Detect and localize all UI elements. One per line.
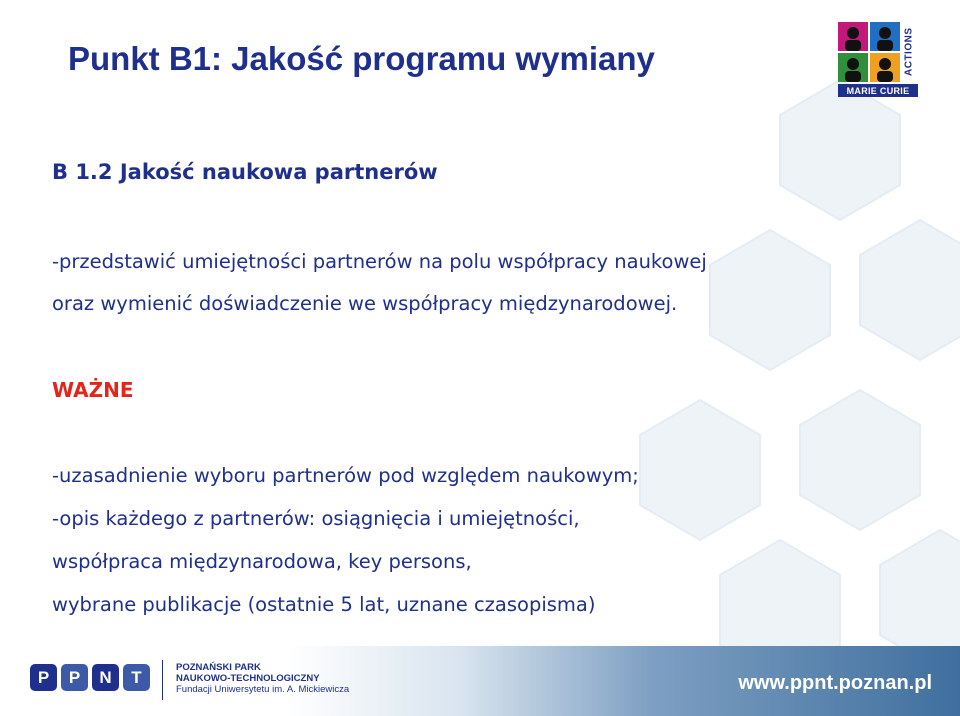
logo-portrait-grid bbox=[838, 22, 900, 82]
logo-actions-text: ACTIONS bbox=[900, 22, 918, 82]
org-name-line: POZNAŃSKI PARK bbox=[176, 662, 261, 673]
logo-name-text: MARIE CURIE bbox=[838, 84, 918, 97]
footer-bar bbox=[0, 646, 960, 716]
portrait-icon bbox=[870, 22, 900, 51]
ppnt-logo-letter: P bbox=[61, 664, 88, 691]
portrait-icon bbox=[838, 53, 868, 82]
background-hexagon-pattern bbox=[540, 60, 960, 660]
ppnt-logo-letter: N bbox=[92, 664, 119, 691]
important-item: -uzasadnienie wyboru partnerów pod względem naukowym; bbox=[52, 464, 639, 487]
website-url: www.ppnt.poznan.pl bbox=[738, 672, 932, 694]
section-subheading: B 1.2 Jakość naukowa partnerów bbox=[52, 160, 438, 184]
important-label: WAŻNE bbox=[52, 378, 134, 402]
org-name-line: Fundacji Uniwersytetu im. A. Mickiewicza bbox=[176, 684, 350, 695]
important-item: wybrane publikacje (ostatnie 5 lat, uznane czasopisma) bbox=[52, 593, 596, 616]
ppnt-logo bbox=[30, 664, 150, 691]
marie-curie-actions-logo bbox=[838, 22, 918, 97]
slide-title: Punkt B1: Jakość programu wymiany bbox=[68, 40, 655, 77]
important-item: współpraca międzynarodowa, key persons, bbox=[52, 550, 472, 573]
footer-divider bbox=[162, 660, 163, 700]
portrait-icon bbox=[838, 22, 868, 51]
ppnt-logo-letter: P bbox=[30, 664, 57, 691]
paragraph-line: -przedstawić umiejętności partnerów na polu współpracy naukowej bbox=[52, 250, 707, 273]
paragraph-line: oraz wymienić doświadczenie we współpracy międzynarodowej. bbox=[52, 292, 678, 315]
ppnt-logo-letter: T bbox=[123, 664, 150, 691]
org-name-line: NAUKOWO-TECHNOLOGICZNY bbox=[176, 673, 320, 684]
portrait-icon bbox=[870, 53, 900, 82]
ppnt-org-name bbox=[176, 662, 349, 695]
important-item: -opis każdego z partnerów: osiągnięcia i umiejętności, bbox=[52, 507, 580, 530]
